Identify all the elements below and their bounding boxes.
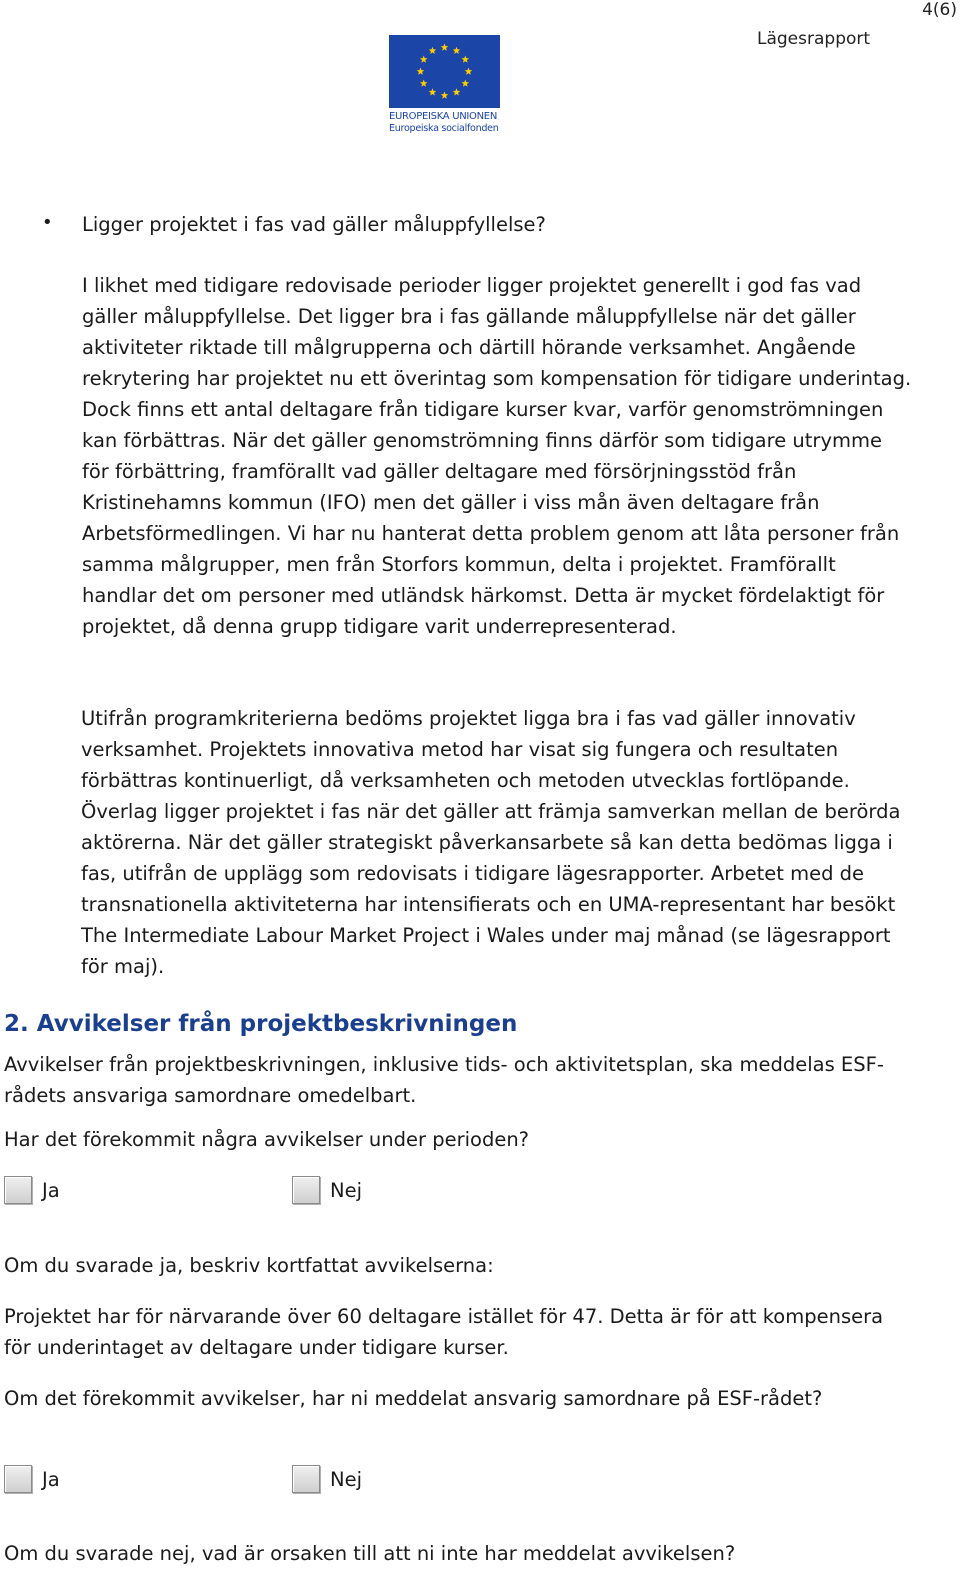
no-checkbox-2[interactable] (292, 1465, 320, 1493)
deviation-answer-group (4, 1174, 424, 1206)
section-heading: 2. Avvikelser från projektbeskrivningen (4, 1011, 518, 1037)
question-reason: Om du svarade nej, vad är orsaken till att ni inte har meddelat avvikelsen? (4, 1542, 736, 1565)
paragraph-goal-fulfilment: I likhet med tidigare redovisade perioder ligger projektet generellt i god fas vad gäller måluppfyllelse. Det ligger bra i fas gällande måluppfyllelse när det gäller aktiviteter riktade till målgrupperna och därtill hörande verksamhet. Angående rekrytering har projektet nu ett överintag som kompensation för tidigare underintag. Dock finns ett antal deltagare från tidigare kurser kvar, varför genomströmningen kan förbättras. När det gäller genomströmning finns därför som tidigare utrymme för förbättring, framförallt vad gäller deltagare med försörjningsstöd från Kristinehamns kommun (IFO) men det gäller i viss mån även deltagare från Arbetsförmedlingen. Vi har nu hanterat detta problem genom att låta personer från samma målgrupper, men från Storfors kommun, delta i projektet. Framförallt handlar det om personer med utländsk härkomst. Detta är mycket fördelaktigt för projektet, då denna grupp tidigare varit underrepresenterad. (82, 274, 912, 638)
bullet-question: Ligger projektet i fas vad gäller måluppfyllelse? (82, 213, 546, 236)
yes-option[interactable] (4, 1174, 60, 1206)
eu-logo (389, 35, 503, 135)
no-label-2: Nej (330, 1467, 363, 1491)
question-deviations: Har det förekommit några avvikelser under perioden? (4, 1128, 530, 1151)
bullet-icon: • (42, 212, 53, 233)
deviation-answer-text: Projektet har för närvarande över 60 deltagare istället för 47. Detta är för att kompensera för underintaget av deltagare under tidigare kurser. (4, 1305, 884, 1359)
no-label: Nej (330, 1178, 363, 1202)
document-title: Lägesrapport (757, 29, 871, 49)
yes-checkbox[interactable] (4, 1176, 32, 1204)
logo-line-1: EUROPEISKA UNIONEN (389, 111, 498, 122)
logo-line-2: Europeiska socialfonden (389, 123, 499, 134)
no-option-2[interactable] (292, 1463, 362, 1495)
notified-answer-group (4, 1463, 424, 1495)
question-notified: Om det förekommit avvikelser, har ni meddelat ansvarig samordnare på ESF-rådet? (4, 1387, 823, 1410)
yes-label: Ja (42, 1178, 60, 1202)
describe-prompt: Om du svarade ja, beskriv kortfattat avvikelserna: (4, 1254, 494, 1277)
yes-checkbox-2[interactable] (4, 1465, 32, 1493)
no-option[interactable] (292, 1174, 362, 1206)
no-checkbox[interactable] (292, 1176, 320, 1204)
page-number: 4(6) (922, 0, 957, 20)
logo-caption (389, 111, 503, 135)
paragraph-programme-criteria: Utifrån programkriterierna bedöms projektet ligga bra i fas vad gäller innovativ verksamhet. Projektets innovativa metod har visat sig fungera och resultaten förbättras kontinuerligt, då verksamheten och metoden utvecklas fortlöpande. Överlag ligger projektet i fas när det gäller att främja samverkan mellan de berörda aktörerna. När det gäller strategiskt påverkansarbete så kan detta bedömas ligga i fas, utifrån de upplägg som redovisats i tidigare lägesrapporter. Arbetet med de transnationella aktiviteterna har intensifierats och en UMA-representant har besökt The Intermediate Labour Market Project i Wales under maj månad (se lägesrapport för maj). (81, 707, 901, 978)
yes-option-2[interactable] (4, 1463, 60, 1495)
yes-label-2: Ja (42, 1467, 60, 1491)
eu-flag-icon (389, 35, 500, 108)
deviation-intro: Avvikelser från projektbeskrivningen, inklusive tids- och aktivitetsplan, ska meddelas ESF-rådets ansvariga samordnare omedelbart. (4, 1053, 884, 1107)
